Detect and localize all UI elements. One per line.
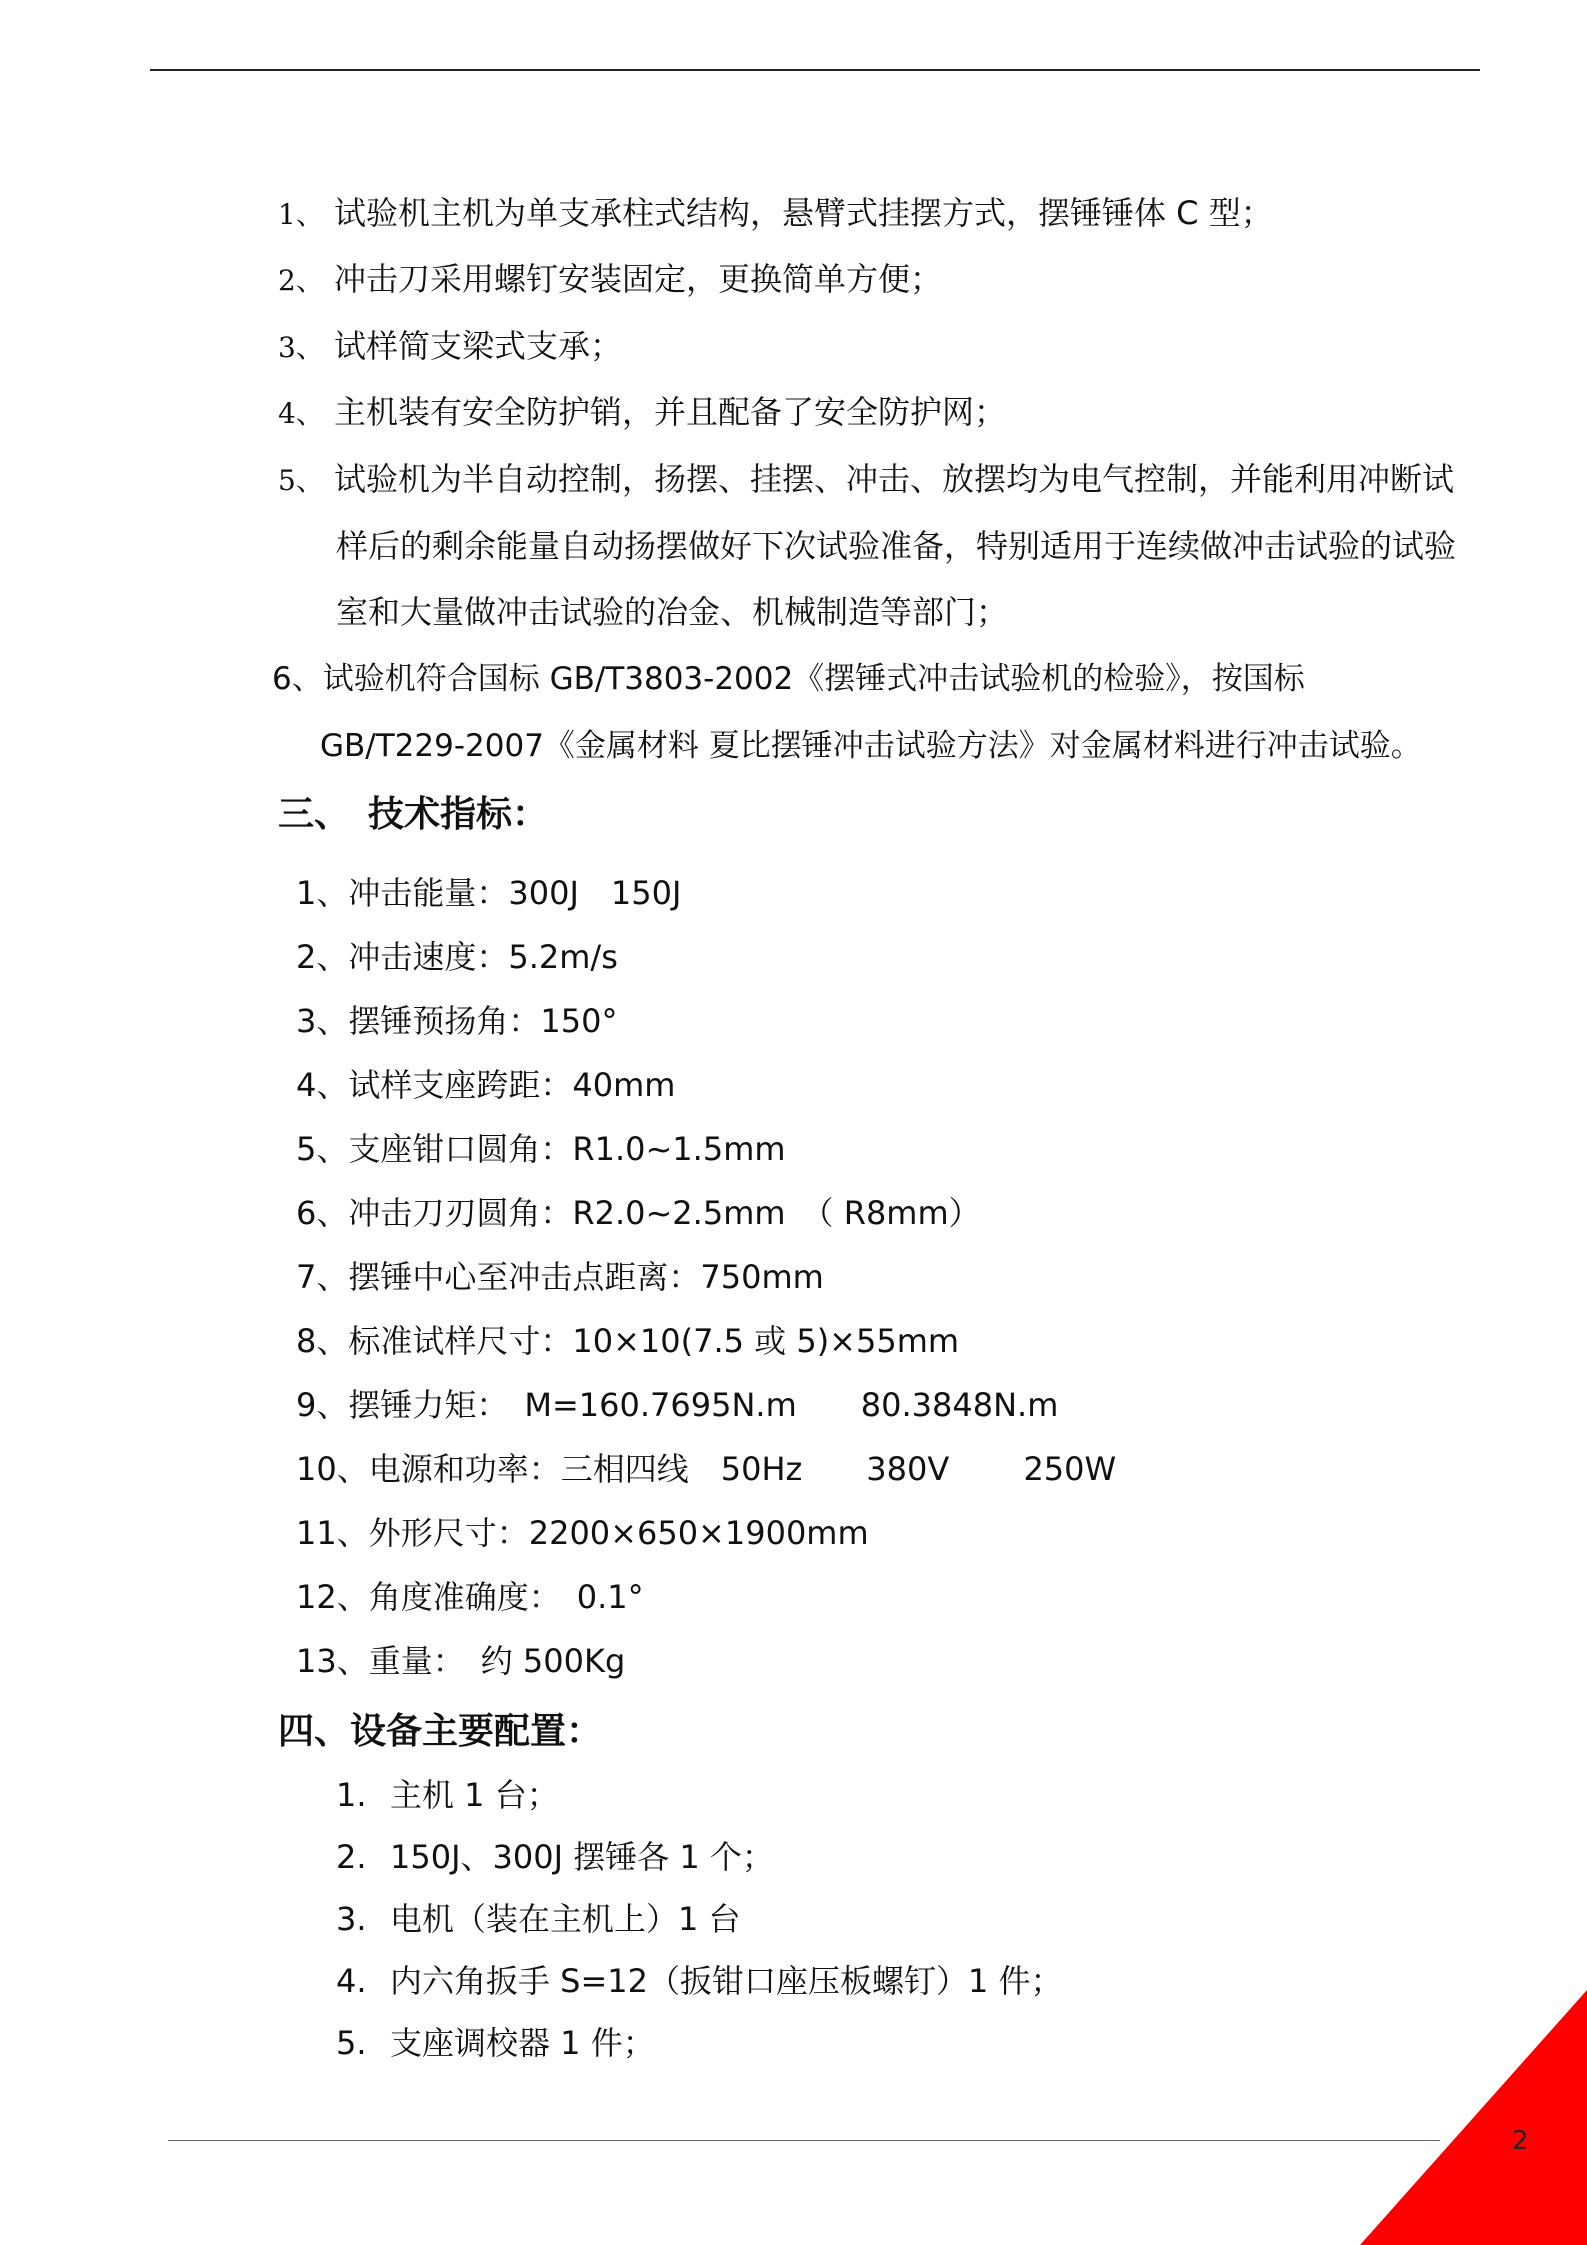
spec-item: 8、标准试样尺寸：10×10(7.5 或 5)×55mm (296, 1322, 960, 1360)
feature-text: 试验机符合国标 GB/T3803-2002《摆锤式冲击试验机的检验》，按国标 (322, 661, 1305, 697)
config-item-1 (336, 1775, 559, 1815)
section-heading-specs: 三、 技术指标： (278, 794, 549, 835)
feature-item-6-continued: GB/T229-2007《金属材料 夏比摆锤冲击试验方法》对金属材料进行冲击试验。 (320, 728, 1422, 764)
header-rule (150, 69, 1480, 71)
feature-text: 试样简支梁式支承； (334, 327, 623, 365)
feature-item-2 (278, 259, 942, 301)
config-item-5 (336, 2023, 655, 2063)
config-text: 支座调校器 1 件； (390, 2024, 655, 2062)
feature-number: 6、 (272, 661, 323, 697)
spec-item: 11、外形尺寸：2200×650×1900mm (296, 1514, 869, 1552)
spec-item: 5、支座钳口圆角：R1.0~1.5mm (296, 1130, 786, 1168)
feature-text: 试验机主机为单支承柱式结构，悬臂式挂摆方式，摆锤锤体 C 型； (334, 194, 1273, 232)
feature-item-4 (278, 392, 1006, 434)
config-text: 主机 1 台； (390, 1776, 559, 1814)
feature-item-5-continued: 样后的剩余能量自动扬摆做好下次试验准备，特别适用于连续做冲击试验的试验 (336, 527, 1457, 565)
feature-item-5 (278, 459, 1454, 501)
feature-item-3 (278, 326, 622, 368)
config-text: 150J、300J 摆锤各 1 个； (390, 1838, 774, 1876)
feature-number: 1、 (278, 198, 324, 231)
feature-number: 2、 (278, 264, 324, 297)
config-item-3 (336, 1899, 741, 1939)
feature-number: 5、 (278, 464, 324, 497)
feature-item-1 (278, 193, 1273, 235)
feature-number: 4、 (278, 397, 324, 430)
config-number: 5. (336, 2024, 367, 2062)
feature-number: 3、 (278, 331, 324, 364)
config-number: 3. (336, 1900, 367, 1938)
spec-item: 12、角度准确度： 0.1° (296, 1578, 644, 1616)
config-text: 内六角扳手 S=12（扳钳口座压板螺钉）1 件； (390, 1962, 1063, 2000)
spec-item: 13、重量： 约 500Kg (296, 1642, 626, 1680)
config-item-4 (336, 1961, 1063, 2001)
spec-item: 1、冲击能量：300J 150J (296, 874, 682, 912)
page-number: 2 (1512, 2126, 1529, 2156)
spec-item: 4、试样支座跨距：40mm (296, 1066, 676, 1104)
config-item-2 (336, 1837, 774, 1877)
config-number: 2. (336, 1838, 367, 1876)
corner-decoration (1360, 1990, 1587, 2245)
feature-text: 试验机为半自动控制，扬摆、挂摆、冲击、放摆均为电气控制，并能利用冲断试 (334, 460, 1455, 498)
feature-text: 主机装有安全防护销，并且配备了安全防护网； (334, 393, 1007, 431)
footer-rule (168, 2140, 1440, 2141)
section-heading-config: 四、设备主要配置： (278, 1711, 603, 1752)
spec-item: 7、摆锤中心至冲击点距离：750mm (296, 1258, 824, 1296)
feature-text: 冲击刀采用螺钉安装固定，更换简单方便； (334, 260, 943, 298)
config-text: 电机（装在主机上）1 台 (390, 1900, 741, 1938)
config-number: 1. (336, 1776, 367, 1814)
spec-item: 6、冲击刀刃圆角：R2.0~2.5mm （ R8mm） (296, 1194, 981, 1232)
feature-item-5-continued: 室和大量做冲击试验的冶金、机械制造等部门； (336, 593, 1009, 631)
spec-item: 9、摆锤力矩： M=160.7695N.m 80.3848N.m (296, 1386, 1059, 1424)
config-number: 4. (336, 1962, 367, 2000)
spec-item: 2、冲击速度：5.2m/s (296, 938, 618, 976)
spec-item: 3、摆锤预扬角：150° (296, 1002, 618, 1040)
feature-item-6 (272, 659, 1305, 699)
spec-item: 10、电源和功率：三相四线 50Hz 380V 250W (296, 1450, 1117, 1488)
